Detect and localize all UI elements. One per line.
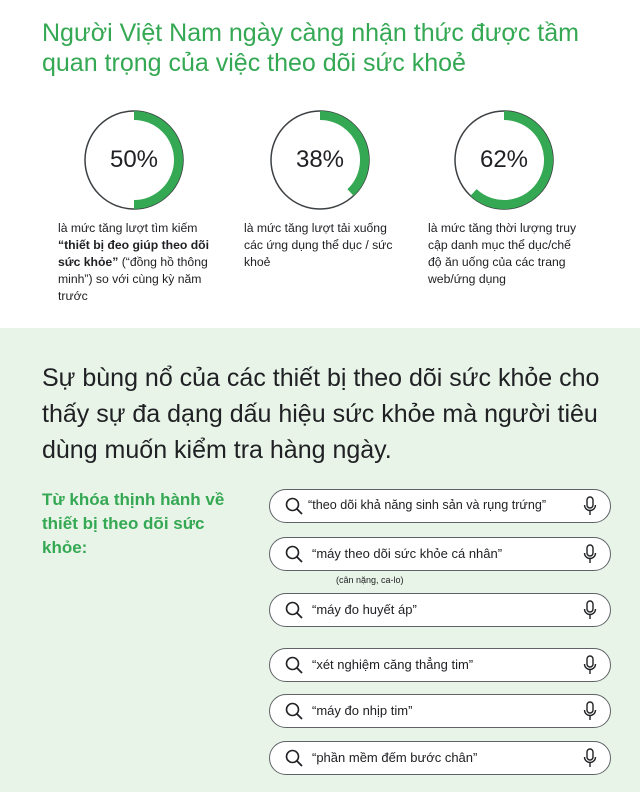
desc-text: là mức tăng thời lượng truy cập danh mục thể dục/chế độ ăn uống của các trang web/ứng dụng [428, 221, 577, 286]
search-query-text: “xét nghiệm căng thẳng tim” [312, 657, 474, 672]
desc-text: là mức tăng lượt tìm kiếm [58, 221, 198, 235]
microphone-icon[interactable] [583, 701, 597, 721]
stat-description [244, 220, 404, 271]
section-headline: Sự bùng nổ của các thiết bị theo dõi sức khỏe cho thấy sự đa dạng dấu hiệu sức khỏe mà người tiêu dùng muốn kiểm tra hàng ngày. [42, 364, 600, 464]
desc-text-after: (“đồng hồ thông minh”) so với cùng kỳ năm trước [58, 255, 208, 303]
stat-description [58, 220, 228, 305]
progress-ring [84, 102, 200, 218]
stat-value: 62% [479, 146, 529, 173]
search-query-text: “theo dõi khả năng sinh sản và rụng trứng” [308, 498, 547, 512]
search-icon [285, 601, 303, 619]
stat-value: 38% [295, 146, 345, 173]
search-query-pill[interactable] [269, 537, 611, 571]
microphone-icon[interactable] [583, 655, 597, 675]
stat-description [428, 220, 578, 288]
search-query-pill[interactable] [269, 489, 611, 523]
stat-value: 50% [109, 146, 159, 173]
search-icon [285, 656, 303, 674]
search-query-text: “máy theo dõi sức khỏe cá nhân” [312, 546, 503, 561]
search-icon [285, 749, 303, 767]
search-query-pill[interactable] [269, 648, 611, 682]
microphone-icon[interactable] [583, 600, 597, 620]
search-icon [285, 702, 303, 720]
desc-bold-text: “thiết bị đeo giúp theo dõi sức khỏe” [58, 238, 209, 269]
search-icon [285, 497, 303, 515]
keywords-label: Từ khóa thịnh hành về thiết bị theo dõi sức khỏe: [42, 490, 225, 557]
search-query-pill[interactable] [269, 741, 611, 775]
stats-section [0, 0, 640, 328]
page-title: Người Việt Nam ngày càng nhận thức được tầm quan trọng của việc theo dõi sức khoẻ [42, 19, 579, 77]
keywords-section [0, 328, 640, 792]
microphone-icon[interactable] [583, 496, 597, 516]
search-query-pill[interactable] [269, 694, 611, 728]
search-icon [285, 545, 303, 563]
query-subnote: (cân nặng, ca-lo) [336, 575, 404, 585]
microphone-icon[interactable] [583, 544, 597, 564]
search-query-text: “máy đo nhịp tim” [312, 703, 413, 718]
search-query-text: “máy đo huyết áp” [312, 602, 417, 617]
search-query-text: “phần mềm đếm bước chân” [312, 750, 478, 765]
progress-ring [454, 102, 570, 218]
desc-text: là mức tăng lượt tải xuống các ứng dụng thể dục / sức khoẻ [244, 221, 393, 269]
progress-ring [270, 102, 386, 218]
search-query-pill[interactable] [269, 593, 611, 627]
microphone-icon[interactable] [583, 748, 597, 768]
